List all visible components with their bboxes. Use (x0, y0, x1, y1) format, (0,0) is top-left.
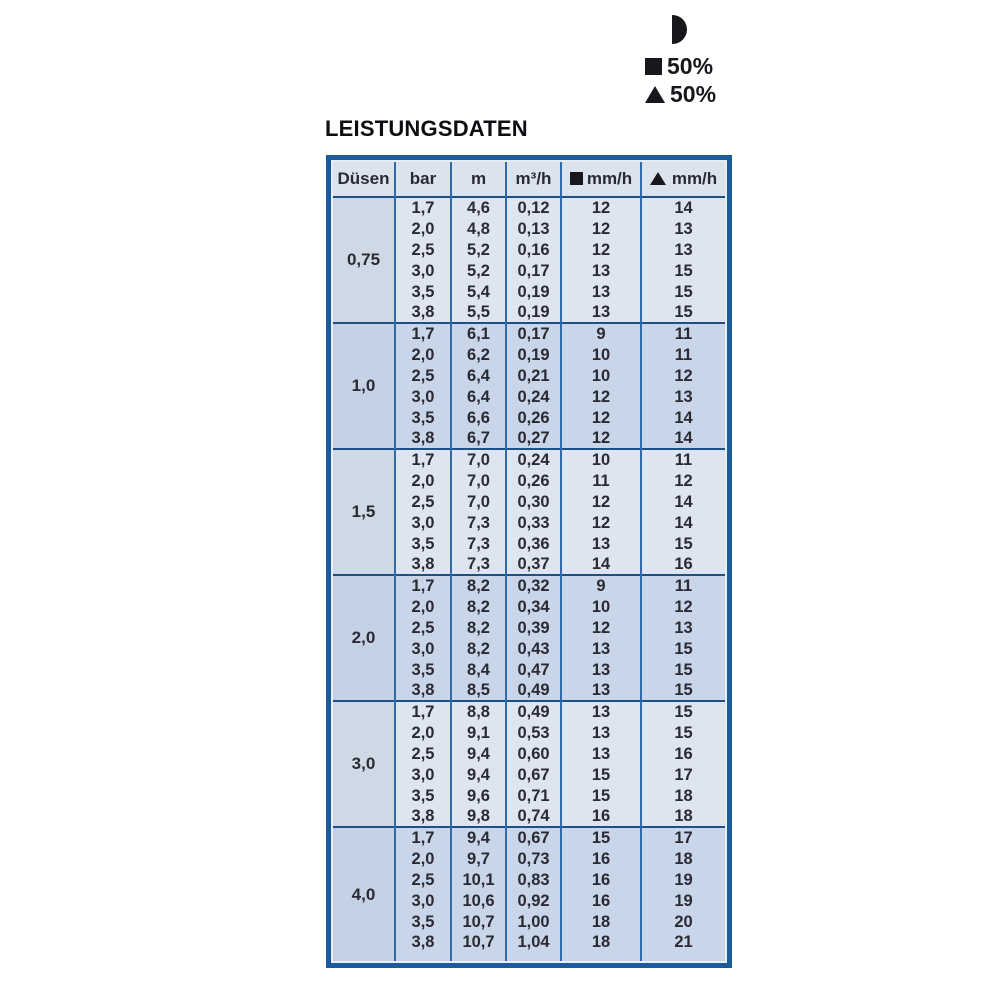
cell-square-mmh: 12 (561, 239, 641, 260)
cell-triangle-mmh: 20 (641, 911, 725, 932)
cell-square-mmh: 18 (561, 911, 641, 932)
cell-m: 6,2 (451, 344, 506, 365)
cell-m3h: 0,92 (506, 890, 561, 911)
square-icon (570, 172, 583, 185)
table-row (333, 575, 725, 596)
cell-m3h: 0,36 (506, 533, 561, 554)
nozzle-group (333, 323, 725, 449)
cell-m3h: 0,67 (506, 827, 561, 848)
cell-m: 7,3 (451, 554, 506, 575)
cell-m3h: 0,17 (506, 323, 561, 344)
cell-bar: 1,7 (395, 323, 451, 344)
square-icon (645, 58, 662, 75)
cell-m: 8,2 (451, 596, 506, 617)
cell-m: 10,6 (451, 890, 506, 911)
cell-bar: 2,5 (395, 365, 451, 386)
cell-m3h: 0,34 (506, 596, 561, 617)
header-row (333, 162, 725, 197)
cell-bar: 3,0 (395, 764, 451, 785)
cell-m3h: 0,67 (506, 764, 561, 785)
cell-square-mmh: 18 (561, 932, 641, 961)
col-header-square-mmh (561, 162, 641, 197)
cell-m3h: 0,21 (506, 365, 561, 386)
table-header (333, 162, 725, 197)
cell-m3h: 0,19 (506, 344, 561, 365)
cell-m3h: 0,19 (506, 302, 561, 323)
col-header-label: mm/h (671, 169, 718, 188)
cell-bar: 3,0 (395, 512, 451, 533)
cell-triangle-mmh: 15 (641, 281, 725, 302)
cell-bar: 3,5 (395, 533, 451, 554)
cell-square-mmh: 9 (561, 575, 641, 596)
cell-bar: 3,0 (395, 890, 451, 911)
cell-triangle-mmh: 13 (641, 239, 725, 260)
cell-m3h: 0,74 (506, 806, 561, 827)
table-row (333, 323, 725, 344)
col-header-m: m (451, 162, 506, 197)
cell-m: 6,7 (451, 428, 506, 449)
cell-bar: 3,5 (395, 911, 451, 932)
cell-bar: 3,5 (395, 659, 451, 680)
cell-m3h: 0,24 (506, 386, 561, 407)
cell-m3h: 0,83 (506, 869, 561, 890)
cell-bar: 3,5 (395, 407, 451, 428)
cell-bar: 3,8 (395, 428, 451, 449)
cell-m: 5,2 (451, 239, 506, 260)
cell-bar: 3,5 (395, 785, 451, 806)
cell-m: 8,2 (451, 638, 506, 659)
cell-m: 8,8 (451, 701, 506, 722)
cell-triangle-mmh: 13 (641, 617, 725, 638)
cell-triangle-mmh: 12 (641, 596, 725, 617)
cell-m3h: 0,26 (506, 470, 561, 491)
legend-label-triangle: 50% (670, 81, 717, 107)
cell-square-mmh: 12 (561, 428, 641, 449)
table-row (333, 827, 725, 848)
cell-triangle-mmh: 17 (641, 764, 725, 785)
cell-bar: 2,5 (395, 491, 451, 512)
cell-bar: 1,7 (395, 827, 451, 848)
cell-square-mmh: 16 (561, 848, 641, 869)
col-header-m3h: m³/h (506, 162, 561, 197)
table-row (333, 701, 725, 722)
cell-square-mmh: 13 (561, 659, 641, 680)
nozzle-group (333, 197, 725, 323)
cell-m3h: 0,53 (506, 722, 561, 743)
cell-m: 10,7 (451, 932, 506, 961)
cell-square-mmh: 13 (561, 302, 641, 323)
cell-square-mmh: 14 (561, 554, 641, 575)
cell-square-mmh: 12 (561, 386, 641, 407)
cell-square-mmh: 10 (561, 344, 641, 365)
cell-m3h: 0,73 (506, 848, 561, 869)
cell-bar: 2,0 (395, 596, 451, 617)
cell-m: 4,8 (451, 218, 506, 239)
cell-m3h: 1,00 (506, 911, 561, 932)
cell-bar: 2,0 (395, 848, 451, 869)
cell-bar: 2,5 (395, 617, 451, 638)
cell-triangle-mmh: 12 (641, 365, 725, 386)
cell-m: 9,4 (451, 743, 506, 764)
cell-triangle-mmh: 15 (641, 722, 725, 743)
cell-square-mmh: 13 (561, 722, 641, 743)
cell-m: 9,4 (451, 764, 506, 785)
cell-m3h: 0,71 (506, 785, 561, 806)
cell-m: 9,8 (451, 806, 506, 827)
cell-triangle-mmh: 14 (641, 407, 725, 428)
cell-square-mmh: 12 (561, 617, 641, 638)
cell-m: 7,0 (451, 470, 506, 491)
cell-m3h: 0,37 (506, 554, 561, 575)
legend-item-triangle (645, 81, 716, 108)
triangle-icon (645, 86, 665, 103)
cell-bar: 2,0 (395, 722, 451, 743)
nozzle-group (333, 575, 725, 701)
cell-m3h: 0,19 (506, 281, 561, 302)
cell-triangle-mmh: 17 (641, 827, 725, 848)
cell-square-mmh: 15 (561, 785, 641, 806)
cell-triangle-mmh: 15 (641, 680, 725, 701)
cell-triangle-mmh: 19 (641, 890, 725, 911)
half-circle-icon (672, 15, 687, 44)
cell-triangle-mmh: 18 (641, 848, 725, 869)
cell-square-mmh: 12 (561, 491, 641, 512)
cell-m3h: 0,13 (506, 218, 561, 239)
cell-bar: 2,5 (395, 239, 451, 260)
cell-m: 6,6 (451, 407, 506, 428)
performance-table (326, 155, 732, 968)
cell-m: 6,1 (451, 323, 506, 344)
cell-triangle-mmh: 15 (641, 659, 725, 680)
cell-m: 8,2 (451, 575, 506, 596)
cell-bar: 1,7 (395, 575, 451, 596)
col-header-triangle-mmh (641, 162, 725, 197)
cell-bar: 1,7 (395, 449, 451, 470)
cell-m: 7,3 (451, 512, 506, 533)
cell-m: 6,4 (451, 365, 506, 386)
cell-bar: 3,8 (395, 932, 451, 961)
cell-m3h: 0,60 (506, 743, 561, 764)
cell-square-mmh: 13 (561, 638, 641, 659)
leistungsdaten-table (333, 162, 725, 961)
cell-triangle-mmh: 13 (641, 386, 725, 407)
cell-m: 10,1 (451, 869, 506, 890)
cell-triangle-mmh: 11 (641, 323, 725, 344)
cell-m: 10,7 (451, 911, 506, 932)
cell-duesen: 4,0 (333, 827, 395, 961)
cell-square-mmh: 11 (561, 470, 641, 491)
cell-triangle-mmh: 14 (641, 428, 725, 449)
cell-m: 9,1 (451, 722, 506, 743)
cell-triangle-mmh: 15 (641, 302, 725, 323)
cell-m3h: 0,26 (506, 407, 561, 428)
cell-m: 9,6 (451, 785, 506, 806)
cell-square-mmh: 13 (561, 533, 641, 554)
cell-square-mmh: 10 (561, 449, 641, 470)
cell-triangle-mmh: 15 (641, 533, 725, 554)
nozzle-group (333, 827, 725, 961)
cell-triangle-mmh: 18 (641, 806, 725, 827)
pattern-legend (645, 15, 716, 109)
cell-duesen: 0,75 (333, 197, 395, 323)
cell-square-mmh: 16 (561, 869, 641, 890)
cell-triangle-mmh: 21 (641, 932, 725, 961)
legend-label-square: 50% (667, 53, 714, 79)
cell-m3h: 0,49 (506, 701, 561, 722)
page-title: LEISTUNGSDATEN (325, 116, 528, 141)
col-header-duesen: Düsen (333, 162, 395, 197)
cell-m3h: 0,27 (506, 428, 561, 449)
cell-triangle-mmh: 12 (641, 470, 725, 491)
cell-triangle-mmh: 14 (641, 197, 725, 218)
legend-item-square (645, 53, 716, 80)
cell-square-mmh: 13 (561, 680, 641, 701)
col-header-label: mm/h (586, 169, 633, 188)
cell-square-mmh: 12 (561, 407, 641, 428)
cell-square-mmh: 13 (561, 743, 641, 764)
cell-triangle-mmh: 18 (641, 785, 725, 806)
cell-m3h: 0,32 (506, 575, 561, 596)
table-row (333, 449, 725, 470)
cell-m: 8,2 (451, 617, 506, 638)
cell-m3h: 0,39 (506, 617, 561, 638)
cell-bar: 2,5 (395, 743, 451, 764)
cell-m: 8,5 (451, 680, 506, 701)
cell-bar: 2,0 (395, 470, 451, 491)
cell-triangle-mmh: 15 (641, 638, 725, 659)
cell-square-mmh: 16 (561, 890, 641, 911)
cell-square-mmh: 12 (561, 218, 641, 239)
cell-square-mmh: 12 (561, 197, 641, 218)
cell-bar: 1,7 (395, 197, 451, 218)
cell-bar: 3,5 (395, 281, 451, 302)
cell-bar: 3,0 (395, 386, 451, 407)
cell-triangle-mmh: 13 (641, 218, 725, 239)
cell-square-mmh: 15 (561, 827, 641, 848)
triangle-icon (650, 172, 666, 185)
cell-triangle-mmh: 16 (641, 743, 725, 764)
cell-m3h: 0,24 (506, 449, 561, 470)
cell-duesen: 2,0 (333, 575, 395, 701)
cell-square-mmh: 13 (561, 281, 641, 302)
cell-bar: 3,0 (395, 260, 451, 281)
nozzle-group (333, 701, 725, 827)
cell-triangle-mmh: 19 (641, 869, 725, 890)
cell-m3h: 1,04 (506, 932, 561, 961)
cell-m: 8,4 (451, 659, 506, 680)
cell-m: 9,4 (451, 827, 506, 848)
cell-triangle-mmh: 11 (641, 449, 725, 470)
cell-duesen: 1,5 (333, 449, 395, 575)
cell-m3h: 0,33 (506, 512, 561, 533)
cell-bar: 3,8 (395, 302, 451, 323)
cell-triangle-mmh: 14 (641, 512, 725, 533)
cell-m3h: 0,17 (506, 260, 561, 281)
cell-triangle-mmh: 11 (641, 344, 725, 365)
cell-triangle-mmh: 14 (641, 491, 725, 512)
cell-square-mmh: 9 (561, 323, 641, 344)
nozzle-group (333, 449, 725, 575)
cell-m: 9,7 (451, 848, 506, 869)
cell-m: 4,6 (451, 197, 506, 218)
cell-triangle-mmh: 11 (641, 575, 725, 596)
cell-m: 7,3 (451, 533, 506, 554)
cell-bar: 3,8 (395, 806, 451, 827)
cell-bar: 3,8 (395, 680, 451, 701)
cell-square-mmh: 12 (561, 512, 641, 533)
cell-duesen: 1,0 (333, 323, 395, 449)
cell-m: 6,4 (451, 386, 506, 407)
cell-m3h: 0,47 (506, 659, 561, 680)
cell-bar: 3,8 (395, 554, 451, 575)
cell-m: 5,4 (451, 281, 506, 302)
cell-m3h: 0,12 (506, 197, 561, 218)
cell-m: 7,0 (451, 491, 506, 512)
cell-m: 7,0 (451, 449, 506, 470)
cell-m3h: 0,43 (506, 638, 561, 659)
cell-triangle-mmh: 15 (641, 260, 725, 281)
cell-square-mmh: 13 (561, 701, 641, 722)
cell-m3h: 0,30 (506, 491, 561, 512)
cell-bar: 2,5 (395, 869, 451, 890)
cell-m: 5,2 (451, 260, 506, 281)
cell-triangle-mmh: 15 (641, 701, 725, 722)
cell-square-mmh: 15 (561, 764, 641, 785)
cell-bar: 1,7 (395, 701, 451, 722)
cell-square-mmh: 13 (561, 260, 641, 281)
cell-bar: 2,0 (395, 344, 451, 365)
table-row (333, 197, 725, 218)
cell-duesen: 3,0 (333, 701, 395, 827)
cell-square-mmh: 10 (561, 365, 641, 386)
cell-square-mmh: 10 (561, 596, 641, 617)
col-header-bar: bar (395, 162, 451, 197)
cell-triangle-mmh: 16 (641, 554, 725, 575)
cell-bar: 3,0 (395, 638, 451, 659)
cell-bar: 2,0 (395, 218, 451, 239)
cell-m: 5,5 (451, 302, 506, 323)
cell-square-mmh: 16 (561, 806, 641, 827)
cell-m3h: 0,49 (506, 680, 561, 701)
cell-m3h: 0,16 (506, 239, 561, 260)
